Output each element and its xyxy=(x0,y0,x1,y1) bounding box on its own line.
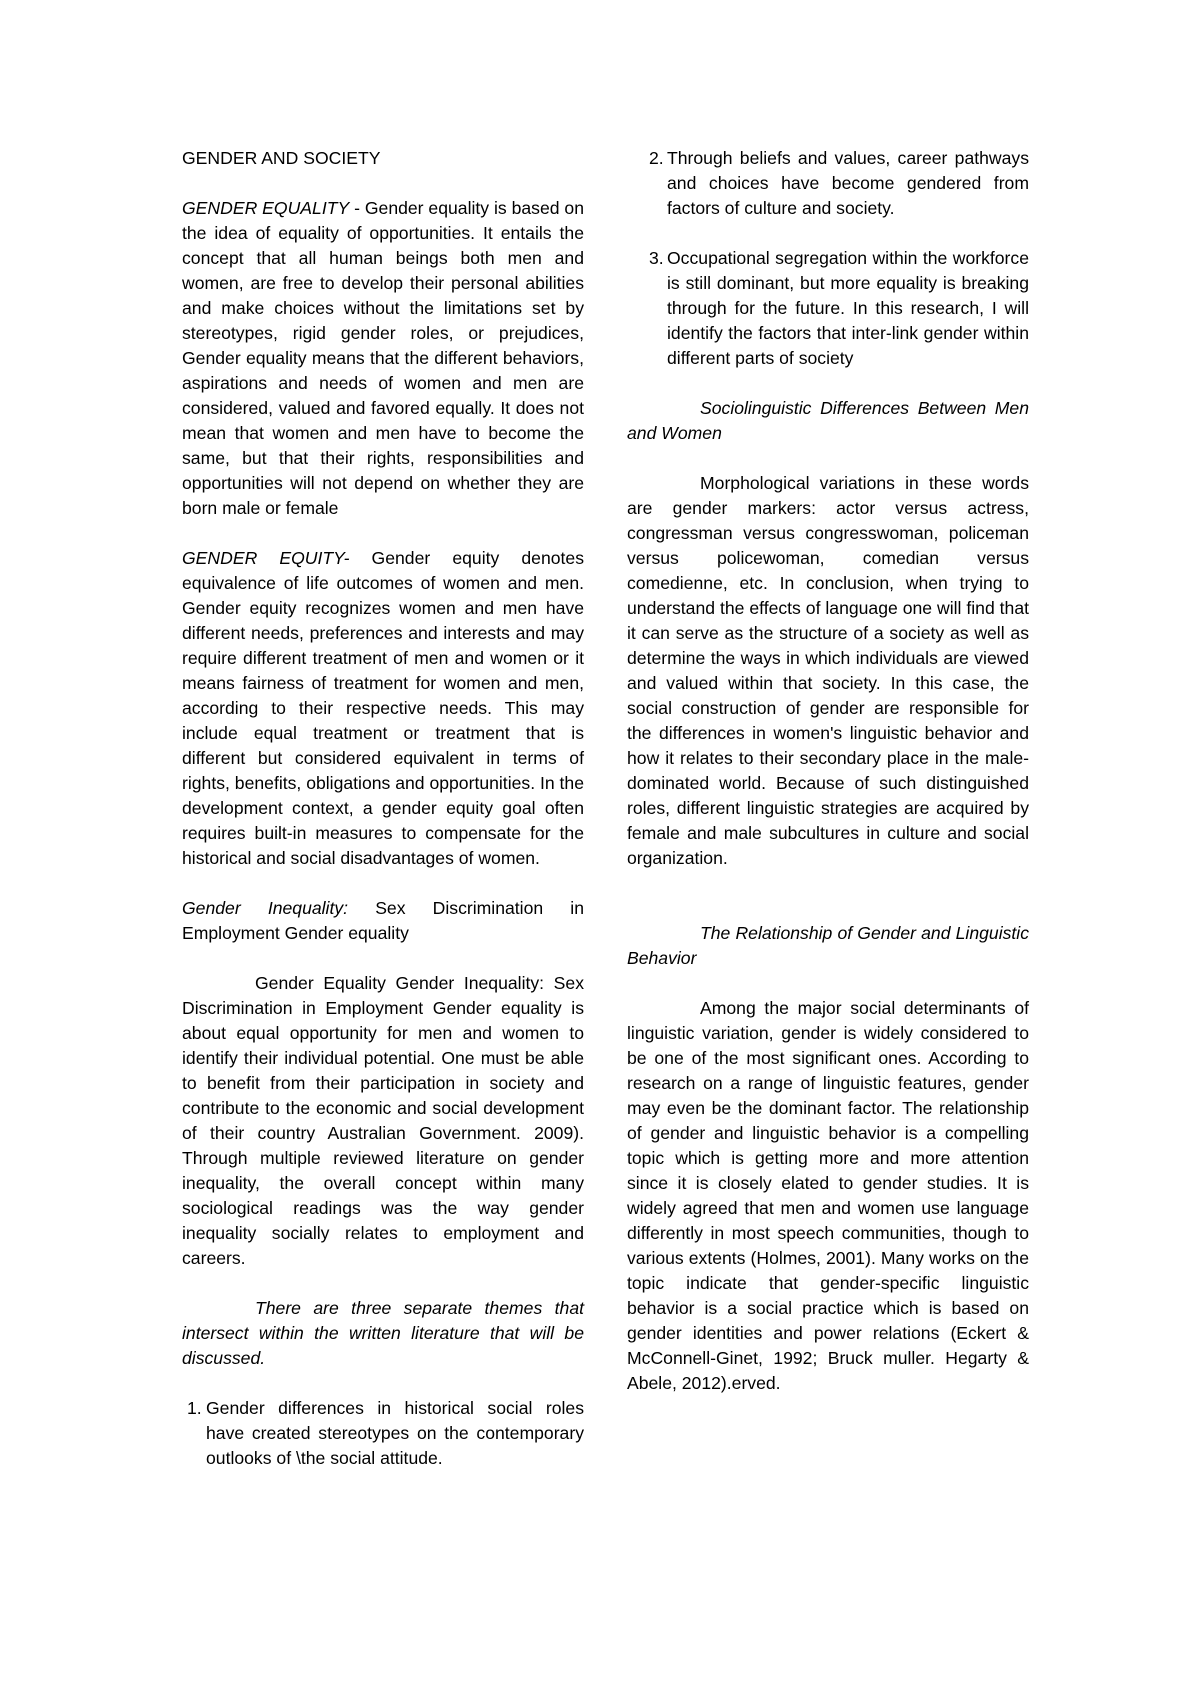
list-item-text: Occupational segregation within the workforce is still dominant, but more equality is breaking through for the future. In this research, I will identify the factors that inter-link gender within different parts of society xyxy=(667,248,1029,368)
gender-inequality-paragraph: Gender Equality Gender Inequality: Sex Discrimination in Employment Gender equality is about equal opportunity for men and women to identify their individual potential. One must be able to benefit from their participation in society and contribute to the economic and social development of their country Australian Government. 2009). Through multiple reviewed literature on gender inequality, the overall concept within many sociological readings was the way gender inequality socially relates to employment and careers. xyxy=(182,973,584,1268)
list-item xyxy=(627,146,1029,221)
gender-equity-term: GENDER EQUITY- xyxy=(182,548,350,568)
gender-equity-paragraph xyxy=(182,546,584,871)
document-title: GENDER AND SOCIETY xyxy=(182,148,381,168)
right-column xyxy=(627,146,1029,1396)
themes-intro: There are three separate themes that intersect within the written literature that will be discussed. xyxy=(182,1298,584,1368)
sociolinguistic-paragraph: Morphological variations in these words are gender markers: actor versus actress, congressman versus congresswoman, policeman versus policewoman, comedian versus comedienne, etc. In conclusion, when trying to understand the effects of language one will find that it can serve as the structure of a society as well as determine the ways in which individuals are viewed and valued within that society. In this case, the social construction of gender are responsible for the differences in women's linguistic behavior and how it relates to their secondary place in the male-dominated world. Because of such distinguished roles, different linguistic strategies are acquired by female and male subcultures in culture and social organization. xyxy=(627,473,1029,868)
gender-inequality-subtitle: Sex Discrimination in Employment Gender equality xyxy=(182,898,584,943)
list-item-number: 2. xyxy=(649,148,664,168)
list-item-text: Through beliefs and values, career pathways and choices have become gendered from factors of culture and society. xyxy=(667,148,1029,218)
gender-equality-term: GENDER EQUALITY xyxy=(182,198,350,218)
left-column xyxy=(182,146,584,1471)
list-item xyxy=(182,1396,584,1471)
gender-equality-body: - Gender equality is based on the idea of equality of opportunities. It entails the concept that all human beings both men and women, are free to develop their personal abilities and make choices without the limitations set by stereotypes, rigid gender roles, or prejudices, Gender equality means that the different behaviors, aspirations and needs of women and men are considered, valued and favored equally. It does not mean that women and men have to become the same, but that their rights, responsibilities and opportunities will not depend on whether they are born male or female xyxy=(182,198,584,518)
gender-equity-body: Gender equity denotes equivalence of life outcomes of women and men. Gender equity recognizes women and men have different needs, preferences and interests and may require different treatment of men and women or it means fairness of treatment for women and men, according to their respective needs. This may include equal treatment or treatment that is different but considered equivalent in terms of rights, benefits, obligations and opportunities. In the development context, a gender equity goal often requires built-in measures to compensate for the historical and social disadvantages of women. xyxy=(182,548,584,868)
gender-inequality-heading xyxy=(182,896,584,946)
section-heading-sociolinguistic: Sociolinguistic Differences Between Men and Women xyxy=(627,398,1029,443)
list-item-number: 1. xyxy=(187,1398,202,1418)
list-item xyxy=(627,246,1029,371)
relationship-paragraph: Among the major social determinants of linguistic variation, gender is widely considered to be one of the most significant ones. According to research on a range of linguistic features, gender may even be the dominant factor. The relationship of gender and linguistic behavior is a compelling topic which is getting more and more attention since it is closely elated to gender studies. It is widely agreed that men and women use language differently in most speech communities, though to various extents (Holmes, 2001). Many works on the topic indicate that gender-specific linguistic behavior is a social practice which is based on gender identities and power relations (Eckert & McConnell-Ginet, 1992; Bruck muller. Hegarty & Abele, 2012).erved. xyxy=(627,998,1029,1393)
section-heading-relationship: The Relationship of Gender and Linguistic Behavior xyxy=(627,923,1029,968)
gender-inequality-term: Gender Inequality: xyxy=(182,898,349,918)
list-item-number: 3. xyxy=(649,248,664,268)
gender-equality-paragraph xyxy=(182,196,584,521)
list-item-text: Gender differences in historical social roles have created stereotypes on the contemporary outlooks of \the social attitude. xyxy=(206,1398,584,1468)
